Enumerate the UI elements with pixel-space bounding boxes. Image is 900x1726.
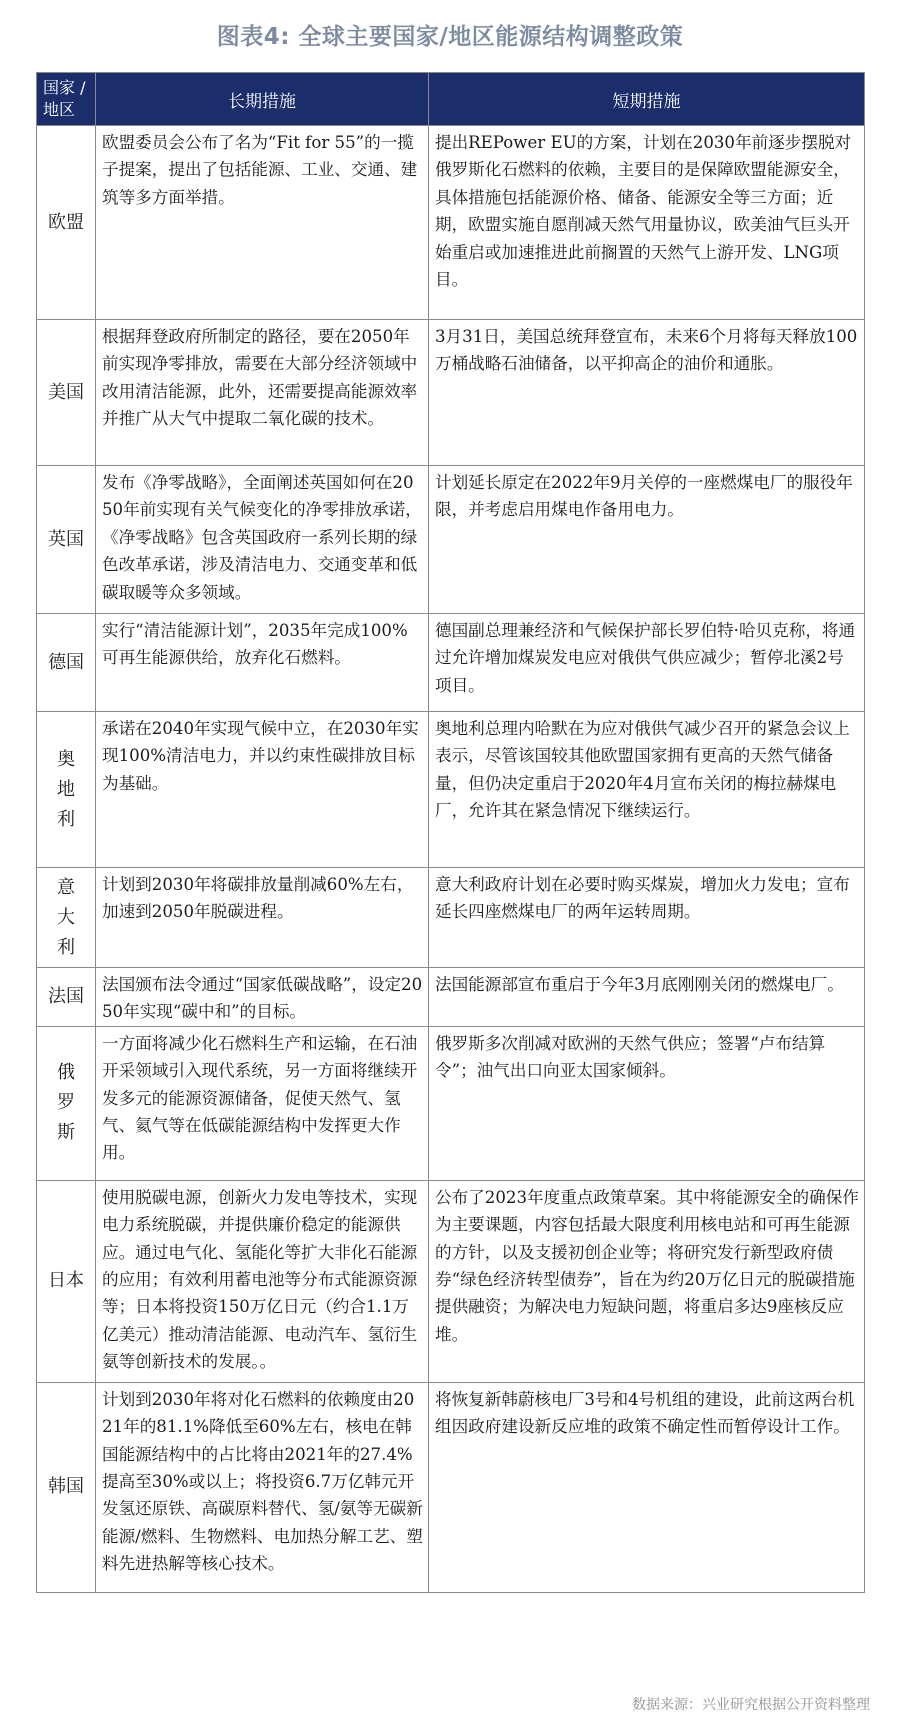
region-cell: 美国 (37, 320, 96, 466)
region-cell: 俄罗斯 (37, 1026, 96, 1180)
table-row (37, 868, 865, 968)
table-row (37, 712, 865, 868)
region-cell: 欧盟 (37, 126, 96, 320)
short-term-cell: 提出REPower EU的方案，计划在2030年前逐步摆脱对俄罗斯化石燃料的依赖，主要目的是保障欧盟能源安全，具体措施包括能源价格、储备、能源安全等三方面；近期，欧盟实施自愿削减天然气用量协议，欧美油气巨头开始重启或加速推进此前搁置的天然气上游开发、LNG项目。 (429, 126, 865, 320)
region-cell: 英国 (37, 466, 96, 614)
source-note: 数据来源：兴业研究根据公开资料整理 (632, 1697, 870, 1713)
table-row (37, 1382, 865, 1592)
long-term-cell: 发布《净零战略》，全面阐述英国如何在2050年前实现有关气候变化的净零排放承诺，《净零战略》包含英国政府一系列长期的绿色改革承诺，涉及清洁电力、交通变革和低碳取暖等众多领域。 (96, 466, 429, 614)
header-short-term: 短期措施 (429, 73, 865, 126)
header-long-term: 长期措施 (96, 73, 429, 126)
region-cell: 意大利 (37, 868, 96, 968)
short-term-cell: 俄罗斯多次削减对欧洲的天然气供应；签署“卢布结算令”；油气出口向亚太国家倾斜。 (429, 1026, 865, 1180)
long-term-cell: 实行“清洁能源计划”，2035年完成100%可再生能源供给，放弃化石燃料。 (96, 614, 429, 712)
long-term-cell: 计划到2030年将对化石燃料的依赖度由2021年的81.1%降低至60%左右，核电在韩国能源结构中的占比将由2021年的27.4%提高至30%或以上；将投资6.7万亿韩元开发氢还原铁、高碳原料替代、氢/氨等无碳新能源/燃料、生物燃料、电加热分解工艺、塑料先进热解等核心技术。 (96, 1382, 429, 1592)
short-term-cell: 公布了2023年度重点政策草案。其中将能源安全的确保作为主要课题，内容包括最大限度利用核电站和可再生能源的方针，以及支援初创企业等；将研究发行新型政府债券“绿色经济转型债券”，旨在为约20万亿日元的脱碳措施提供融资；为解决电力短缺问题，将重启多达9座核反应堆。 (429, 1180, 865, 1382)
short-term-cell: 将恢复新韩蔚核电厂3号和4号机组的建设，此前这两台机组因政府建设新反应堆的政策不确定性而暂停设计工作。 (429, 1382, 865, 1592)
short-term-cell: 法国能源部宣布重启于今年3月底刚刚关闭的燃煤电厂。 (429, 968, 865, 1027)
table-row (37, 614, 865, 712)
policy-table (36, 72, 865, 1593)
long-term-cell: 法国颁布法令通过“国家低碳战略”，设定2050年实现“碳中和”的目标。 (96, 968, 429, 1027)
region-cell: 日本 (37, 1180, 96, 1382)
region-cell: 奥地利 (37, 712, 96, 868)
table-header-row (37, 73, 865, 126)
table-row (37, 320, 865, 466)
long-term-cell: 欧盟委员会公布了名为“Fit for 55”的一揽子提案，提出了包括能源、工业、交通、建筑等多方面举措。 (96, 126, 429, 320)
table-row (37, 466, 865, 614)
long-term-cell: 根据拜登政府所制定的路径，要在2050年前实现净零排放，需要在大部分经济领域中改用清洁能源，此外，还需要提高能源效率并推广从大气中提取二氧化碳的技术。 (96, 320, 429, 466)
page-title: 图表4: 全球主要国家/地区能源结构调整政策 (216, 24, 684, 50)
table-row (37, 1180, 865, 1382)
table-row (37, 968, 865, 1027)
header-region: 国家 / 地区 (37, 73, 96, 126)
short-term-cell: 德国副总理兼经济和气候保护部长罗伯特·哈贝克称，将通过允许增加煤炭发电应对俄供气供应减少；暂停北溪2号项目。 (429, 614, 865, 712)
short-term-cell: 意大利政府计划在必要时购买煤炭，增加火力发电；宣布延长四座燃煤电厂的两年运转周期。 (429, 868, 865, 968)
long-term-cell: 一方面将减少化石燃料生产和运输，在石油开采领域引入现代系统，另一方面将继续开发多元的能源资源储备，促使天然气、氢气、氦气等在低碳能源结构中发挥更大作用。 (96, 1026, 429, 1180)
long-term-cell: 承诺在2040年实现气候中立，在2030年实现100%清洁电力，并以约束性碳排放目标为基础。 (96, 712, 429, 868)
long-term-cell: 使用脱碳电源，创新火力发电等技术，实现电力系统脱碳，并提供廉价稳定的能源供应。通过电气化、氢能化等扩大非化石能源的应用；有效利用蓄电池等分布式能源资源等；日本将投资150万亿日元（约合1.1万亿美元）推动清洁能源、电动汽车、氢衍生氨等创新技术的发展。。 (96, 1180, 429, 1382)
table-row (37, 1026, 865, 1180)
region-cell: 德国 (37, 614, 96, 712)
table-row (37, 126, 865, 320)
short-term-cell: 奥地利总理内哈默在为应对俄供气减少召开的紧急会议上表示，尽管该国较其他欧盟国家拥有更高的天然气储备量，但仍决定重启于2020年4月宣布关闭的梅拉赫煤电厂，允许其在紧急情况下继续运行。 (429, 712, 865, 868)
region-cell: 韩国 (37, 1382, 96, 1592)
region-cell: 法国 (37, 968, 96, 1027)
short-term-cell: 计划延长原定在2022年9月关停的一座燃煤电厂的服役年限，并考虑启用煤电作备用电力。 (429, 466, 865, 614)
short-term-cell: 3月31日，美国总统拜登宣布，未来6个月将每天释放100万桶战略石油储备，以平抑高企的油价和通胀。 (429, 320, 865, 466)
long-term-cell: 计划到2030年将碳排放量削减60%左右，加速到2050年脱碳进程。 (96, 868, 429, 968)
